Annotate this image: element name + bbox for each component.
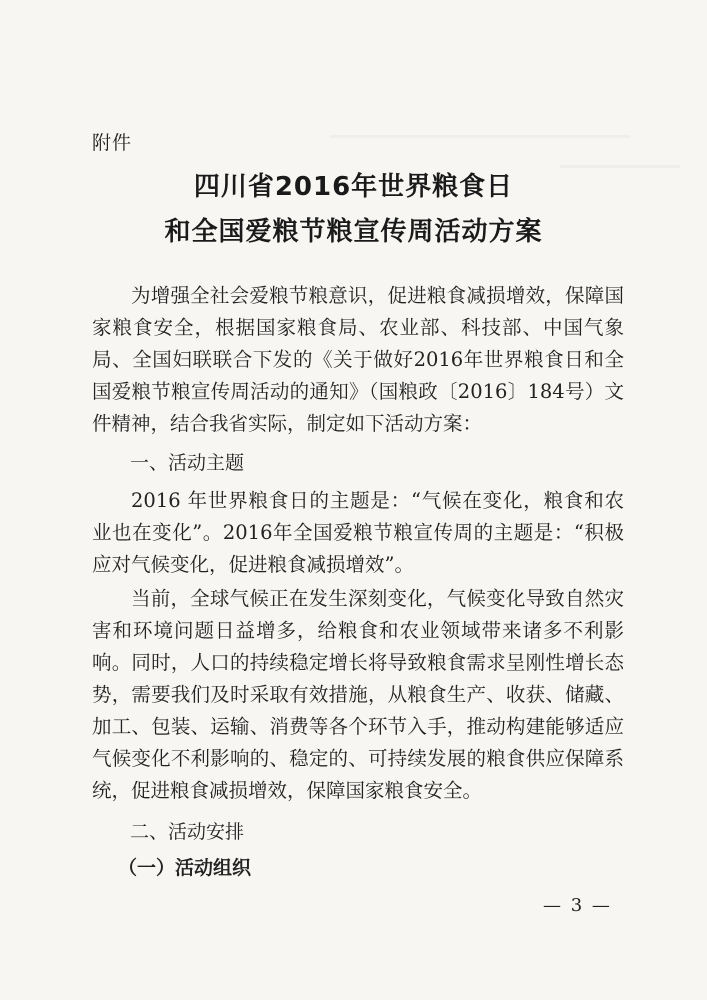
section2-subheading: （一）活动组织 [118,857,252,879]
section1-paragraph2: 当前，全球气候正在发生深刻变化，气候变化导致自然灾害和环境问题日益增多，给粮食和农业领域带来诸多不利影响。同时，人口的持续稳定增长将导致粮食需求呈刚性增长态势，需要我们及时采取有效措施，从粮食生产、收获、储藏、加工、包装、运输、消费等各个环节入手，推动构建能够适应气候变化不利影响的、稳定的、可持续发展的粮食供应保障系统，促进粮食减损增效，保障国家粮食安全。 [92,587,624,802]
section1-paragraph1: 2016 年世界粮食日的主题是：“气候在变化，粮食和农业也在变化”。2016年全国爱粮节粮宣传周的主题是：“积极应对气候变化，促进粮食减损增效”。 [92,489,624,576]
page-number: — 3 — [543,895,612,916]
document-title-line2: 和全国爱粮节粮宣传周活动方案 [164,217,543,247]
document-title-line1: 四川省2016年世界粮食日 [193,172,514,202]
section1-heading: 一、活动主题 [130,452,245,474]
attachment-label: 附件 [92,132,133,154]
bleed-through-mark [330,135,630,138]
section2-heading: 二、活动安排 [130,821,245,843]
intro-paragraph: 为增强全社会爱粮节粮意识，促进粮食减损增效，保障国家粮食安全，根据国家粮食局、农业部、科技部、中国气象局、全国妇联联合下发的《关于做好2016年世界粮食日和全国爱粮节粮宣传周活动的通知》（国粮政〔2016〕184号）文件精神，结合我省实际，制定如下活动方案： [92,284,624,435]
